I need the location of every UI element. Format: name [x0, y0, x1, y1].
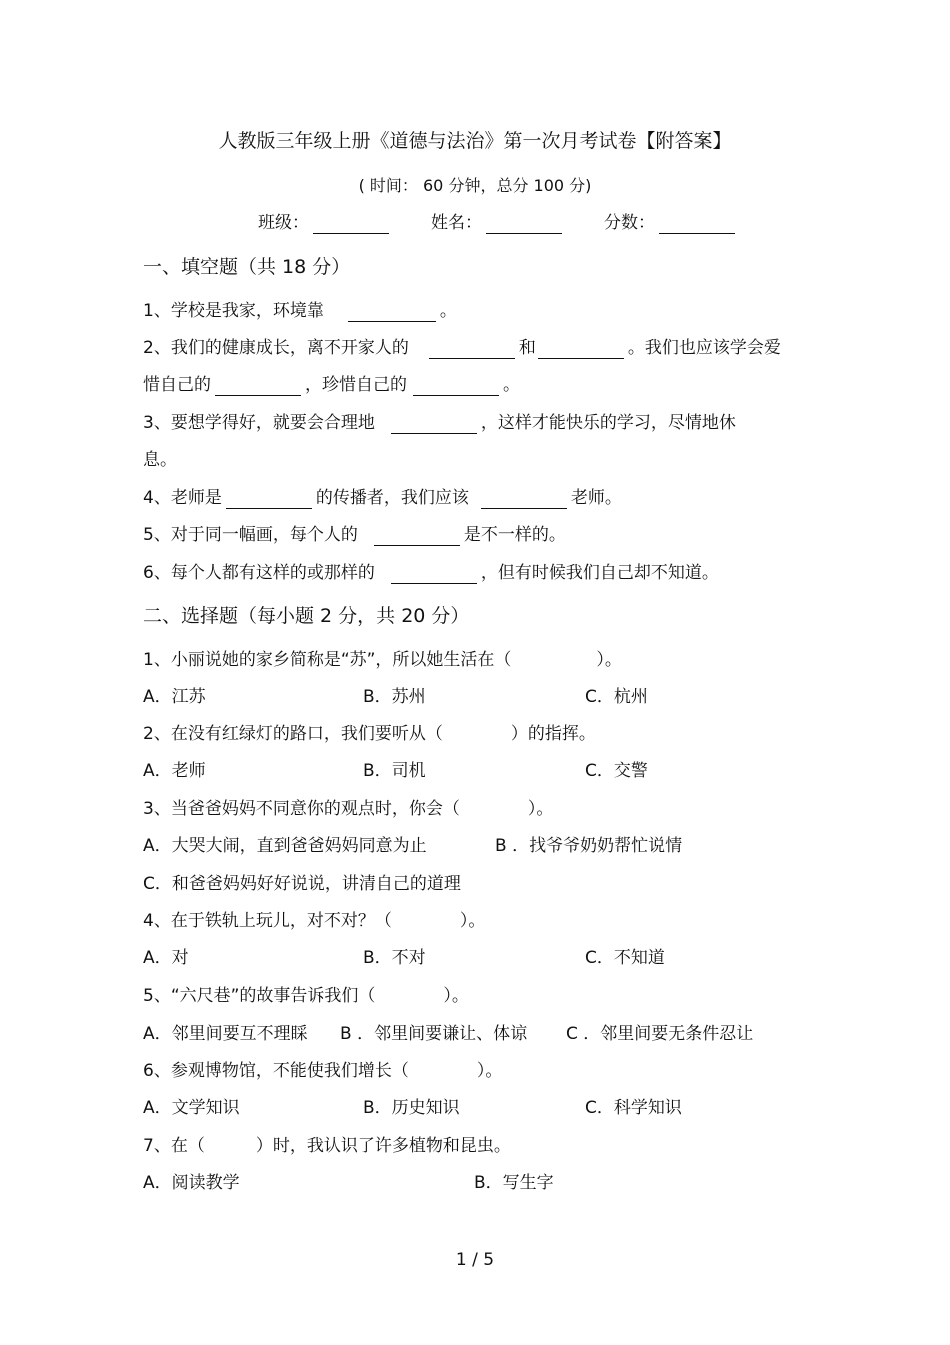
choice-question-7: 7、在（ ）时，我认识了许多植物和昆虫。	[143, 1136, 511, 1156]
q4-blank-2	[481, 490, 567, 509]
q3-option-a: A．大哭大闹，直到爸爸妈妈同意为止	[143, 836, 427, 856]
fill-question-5	[143, 524, 566, 546]
fill-question-2	[143, 337, 781, 359]
fill-question-3-cont: 息。	[143, 450, 177, 470]
score-field	[604, 212, 739, 234]
q5-option-a: A．邻里间要互不理睬	[143, 1024, 308, 1044]
q4-text-mid: 的传播者，我们应该	[315, 488, 469, 508]
fill-question-6	[143, 562, 719, 584]
class-blank	[313, 215, 389, 234]
q6-option-a: A．文学知识	[143, 1098, 240, 1118]
q1-blank	[348, 303, 436, 322]
q3-blank	[391, 415, 477, 434]
q2-blank-4	[413, 377, 499, 396]
name-field	[431, 212, 566, 234]
exam-subtitle: ( 时间： 60 分钟，总分 100 分)	[358, 176, 592, 195]
q4-option-b: B．不对	[363, 948, 426, 968]
q2b-text: 惜自己的	[143, 375, 211, 395]
q2-option-c: C．交警	[585, 761, 648, 781]
q1-option-c: C．杭州	[585, 687, 648, 707]
q3-option-c: C．和爸爸妈妈好好说说，讲清自己的道理	[143, 874, 461, 894]
name-label: 姓名：	[431, 213, 482, 233]
q6-option-c: C．科学知识	[585, 1098, 682, 1118]
q6-blank	[391, 565, 477, 584]
q3-text: 3、要想学得好，就要会合理地	[143, 413, 375, 433]
score-blank	[659, 215, 735, 234]
q4-option-a: A．对	[143, 948, 189, 968]
q3-text-end: ，这样才能快乐的学习，尽情地休	[480, 413, 736, 433]
q2-text: 2、我们的健康成长，离不开家人的	[143, 338, 409, 358]
name-blank	[486, 215, 562, 234]
q4-blank-1	[226, 490, 312, 509]
choice-question-5: 5、“六尺巷”的故事告诉我们（ ）。	[143, 986, 469, 1006]
q1-text: 1、学校是我家，环境靠	[143, 301, 324, 321]
q3-option-b: B ．找爷爷奶奶帮忙说情	[495, 836, 683, 856]
q4-option-c: C．不知道	[585, 948, 665, 968]
q2-blank-3	[215, 377, 301, 396]
exam-title: 人教版三年级上册《道德与法治》第一次月考试卷【附答案】	[218, 130, 732, 152]
q5-option-b: B ．邻里间要谦让、体谅	[340, 1024, 528, 1044]
q2-text-and: 和	[518, 338, 536, 358]
q1-text-end: 。	[439, 301, 457, 321]
q1-option-b: B．苏州	[363, 687, 426, 707]
q1-option-a: A．江苏	[143, 687, 206, 707]
choice-question-6: 6、参观博物馆，不能使我们增长（ ）。	[143, 1061, 503, 1081]
score-label: 分数：	[604, 213, 655, 233]
q2b-text-mid: ，珍惜自己的	[305, 375, 407, 395]
class-label: 班级：	[258, 213, 309, 233]
section2-heading: 二、选择题（每小题 2 分，共 20 分）	[143, 605, 470, 627]
q2-blank-2	[538, 340, 624, 359]
q5-text: 5、对于同一幅画，每个人的	[143, 525, 358, 545]
fill-question-4	[143, 487, 622, 509]
q7-option-a: A．阅读教学	[143, 1173, 240, 1193]
page-number: 1 / 5	[455, 1250, 495, 1270]
q5-text-end: 是不一样的。	[463, 525, 566, 545]
choice-question-2: 2、在没有红绿灯的路口，我们要听从（ ）的指挥。	[143, 724, 596, 744]
choice-question-1: 1、小丽说她的家乡简称是“苏”，所以她生活在（ ）。	[143, 650, 622, 670]
q5-option-c: C ．邻里间要无条件忍让	[566, 1024, 754, 1044]
q2-option-a: A．老师	[143, 761, 206, 781]
q4-text-end: 老师。	[570, 488, 622, 508]
q4-text: 4、老师是	[143, 488, 222, 508]
q6-text-end: ，但有时候我们自己却不知道。	[480, 563, 719, 583]
q2-option-b: B．司机	[363, 761, 426, 781]
choice-question-3: 3、当爸爸妈妈不同意你的观点时，你会（ ）。	[143, 799, 554, 819]
q6-option-b: B．历史知识	[363, 1098, 460, 1118]
q5-blank	[374, 527, 460, 546]
q2-text-end: 。我们也应该学会爱	[627, 338, 781, 358]
q6-text: 6、每个人都有这样的或那样的	[143, 563, 375, 583]
fill-question-2-cont	[143, 374, 520, 396]
q7-option-b: B．写生字	[474, 1173, 554, 1193]
class-field	[258, 212, 393, 234]
fill-question-3	[143, 412, 736, 434]
fill-question-1	[143, 300, 457, 322]
section1-heading: 一、填空题（共 18 分）	[143, 256, 351, 278]
choice-question-4: 4、在于铁轨上玩儿，对不对？（ ）。	[143, 911, 486, 931]
q2b-text-end: 。	[503, 375, 520, 395]
q2-blank-1	[429, 340, 515, 359]
